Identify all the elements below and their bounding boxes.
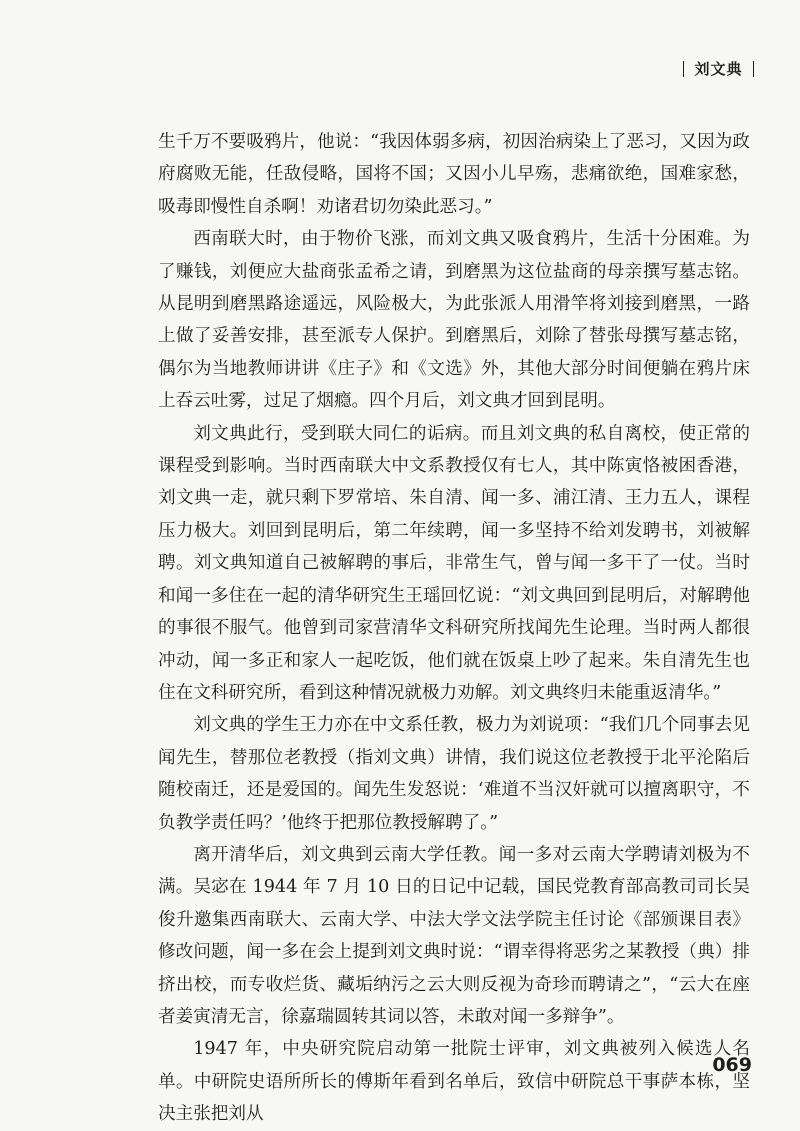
header-left-rule xyxy=(683,61,685,77)
paragraph-5: 离开清华后，刘文典到云南大学任教。闻一多对云南大学聘请刘极为不满。吴宓在 1944 年 7 月 10 日的日记中记载，国民党教育部高教司司长吴俊升邀集西南联大、云南大学、中法大学文法学院主任讨论《部颁课目表》修改问题，闻一多在会上提到刘文典时说：“谓幸得将恶劣之某教授（典）排挤出校，而专收烂货、藏垢纳污之云大则反视为奇珍而聘请之”，“云大在座者姜寅清无言，徐嘉瑞圆转其词以答，未敢对闻一多辩争”。 xyxy=(158,844,750,1027)
running-header-title: 刘文典 xyxy=(694,60,743,78)
page-number: 069 xyxy=(712,1054,752,1076)
running-header xyxy=(683,58,754,79)
paragraph-4: 刘文典的学生王力亦在中文系任教，极力为刘说项：“我们几个同事去见闻先生，替那位老教授（指刘文典）讲情，我们说这位老教授于北平沦陷后随校南迁，还是爱国的。闻先生发怒说：‘难道不当汉奸就可以擅离职守，不负教学责任吗？’他终于把那位教授解聘了。” xyxy=(158,715,750,833)
paragraph-2: 西南联大时，由于物价飞涨，而刘文典又吸食鸦片，生活十分困难。为了赚钱，刘便应大盐商张孟希之请，到磨黑为这位盐商的母亲撰写墓志铭。从昆明到磨黑路途遥远，风险极大，为此张派人用滑竿将刘接到磨黑，一路上做了妥善安排，甚至派专人保护。到磨黑后，刘除了替张母撰写墓志铭，偶尔为当地教师讲讲《庄子》和《文选》外，其他大部分时间便躺在鸦片床上吞云吐雾，过足了烟瘾。四个月后，刘文典才回到昆明。 xyxy=(158,229,750,412)
paragraph-3: 刘文典此行，受到联大同仁的诟病。而且刘文典的私自离校，使正常的课程受到影响。当时西南联大中文系教授仅有七人，其中陈寅恪被困香港，刘文典一走，就只剩下罗常培、朱自清、闻一多、浦江清、王力五人，课程压力极大。刘回到昆明后，第二年续聘，闻一多坚持不给刘发聘书，刘被解聘。刘文典知道自己被解聘的事后，非常生气，曾与闻一多干了一仗。当时和闻一多住在一起的清华研究生王瑶回忆说：“刘文典回到昆明后，对解聘他的事很不服气。他曾到司家营清华文科研究所找闻先生论理。当时两人都很冲动，闻一多正和家人一起吃饭，他们就在饭桌上吵了起来。朱自清先生也住在文科研究所，看到这种情况就极力劝解。刘文典终归未能重返清华。” xyxy=(158,423,750,703)
paragraph-6: 1947 年，中央研究院启动第一批院士评审，刘文典被列入候选人名单。中研院史语所所长的傅斯年看到名单后，致信中研院总干事萨本栋，坚决主张把刘从 xyxy=(158,1039,750,1125)
body-text xyxy=(158,126,750,1131)
header-right-rule xyxy=(753,61,755,77)
paragraph-1: 生千万不要吸鸦片，他说：“我因体弱多病，初因治病染上了恶习，又因为政府腐败无能，任敌侵略，国将不国；又因小儿早殇，悲痛欲绝，国难家愁，吸毒即慢性自杀啊！劝诸君切勿染此恶习。” xyxy=(158,132,750,217)
